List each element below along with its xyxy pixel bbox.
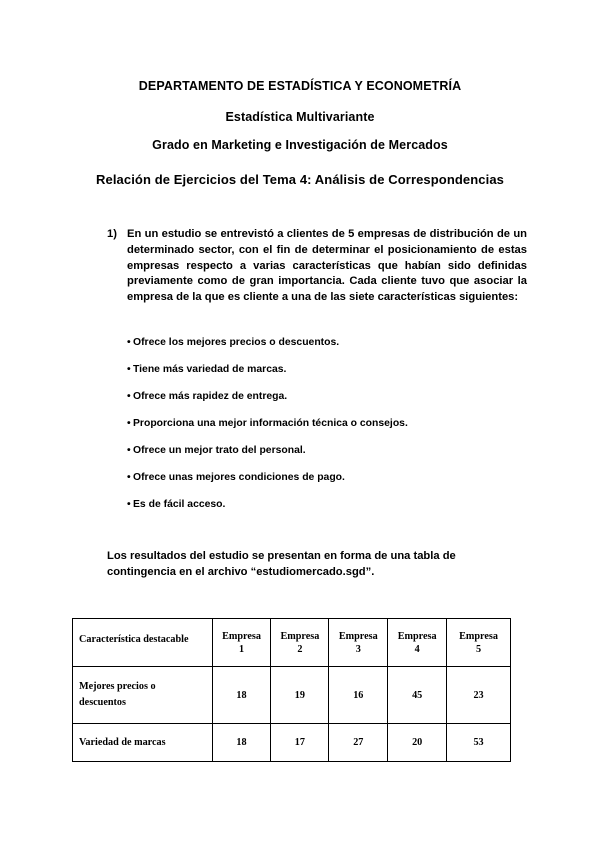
- bullet-icon: •: [127, 472, 131, 483]
- table-cell: 23: [447, 667, 511, 724]
- characteristic-text: Ofrece unas mejores condiciones de pago.: [133, 472, 345, 483]
- bullet-icon: •: [127, 499, 131, 510]
- degree-title: Grado en Marketing e Investigación de Mercados: [152, 138, 448, 152]
- header-empresa-4: Empresa 4: [388, 619, 447, 667]
- list-item: [127, 336, 547, 363]
- table-row: [73, 724, 511, 762]
- contingency-table: [72, 618, 511, 762]
- row-label: Mejores precios o descuentos: [73, 667, 213, 724]
- bullet-icon: •: [127, 337, 131, 348]
- header-empresa-2: Empresa 2: [271, 619, 329, 667]
- header-empresa-5: Empresa 5: [447, 619, 511, 667]
- table-cell: 19: [271, 667, 329, 724]
- table-cell: 18: [212, 667, 271, 724]
- exercise-1: [107, 227, 527, 306]
- row-label: Variedad de marcas: [73, 724, 213, 762]
- department-title: DEPARTAMENTO DE ESTADÍSTICA Y ECONOMETRÍA: [138, 79, 462, 93]
- table-header-row: [73, 619, 511, 667]
- table-cell: 18: [212, 724, 271, 762]
- relation-title: Relación de Ejercicios del Tema 4: Análisis de Correspondencias: [96, 172, 504, 187]
- table-cell: 20: [388, 724, 447, 762]
- list-item: [127, 444, 547, 471]
- characteristic-text: Tiene más variedad de marcas.: [133, 364, 287, 375]
- header-characteristic: Característica destacable: [73, 619, 213, 667]
- bullet-icon: •: [127, 364, 131, 375]
- characteristics-list: [127, 336, 547, 525]
- characteristic-text: Ofrece los mejores precios o descuentos.: [133, 337, 340, 348]
- list-item: [127, 390, 547, 417]
- bullet-icon: •: [127, 391, 131, 402]
- list-item: [127, 471, 547, 498]
- subject-title: Estadística Multivariante: [225, 110, 375, 124]
- list-item: [127, 363, 547, 390]
- header-empresa-1: Empresa 1: [212, 619, 271, 667]
- table-cell: 45: [388, 667, 447, 724]
- table-cell: 16: [329, 667, 388, 724]
- list-item: [127, 417, 547, 444]
- header-empresa-3: Empresa 3: [329, 619, 388, 667]
- bullet-icon: •: [127, 445, 131, 456]
- bullet-icon: •: [127, 418, 131, 429]
- characteristic-text: Proporciona una mejor información técnica o consejos.: [133, 418, 408, 429]
- characteristic-text: Ofrece más rapidez de entrega.: [133, 391, 288, 402]
- table-cell: 17: [271, 724, 329, 762]
- characteristic-text: Ofrece un mejor trato del personal.: [133, 445, 306, 456]
- table-cell: 27: [329, 724, 388, 762]
- results-paragraph: Los resultados del estudio se presentan en forma de una tabla de contingencia en el archivo “estudiomercado.sgd”.: [107, 550, 456, 578]
- exercise-text: En un estudio se entrevistó a clientes de 5 empresas de distribución de un determinado sector, con el fin de determinar el posicionamiento de estas empresas respecto a varias características que habían sido definidas previamente como de gran importancia. Cada cliente tuvo que asociar la empresa de la que es cliente a una de las siete características siguientes:: [127, 228, 527, 304]
- list-item: [127, 498, 547, 525]
- table-cell: 53: [447, 724, 511, 762]
- characteristic-text: Es de fácil acceso.: [133, 499, 226, 510]
- exercise-number: 1): [107, 228, 117, 240]
- table-row: [73, 667, 511, 724]
